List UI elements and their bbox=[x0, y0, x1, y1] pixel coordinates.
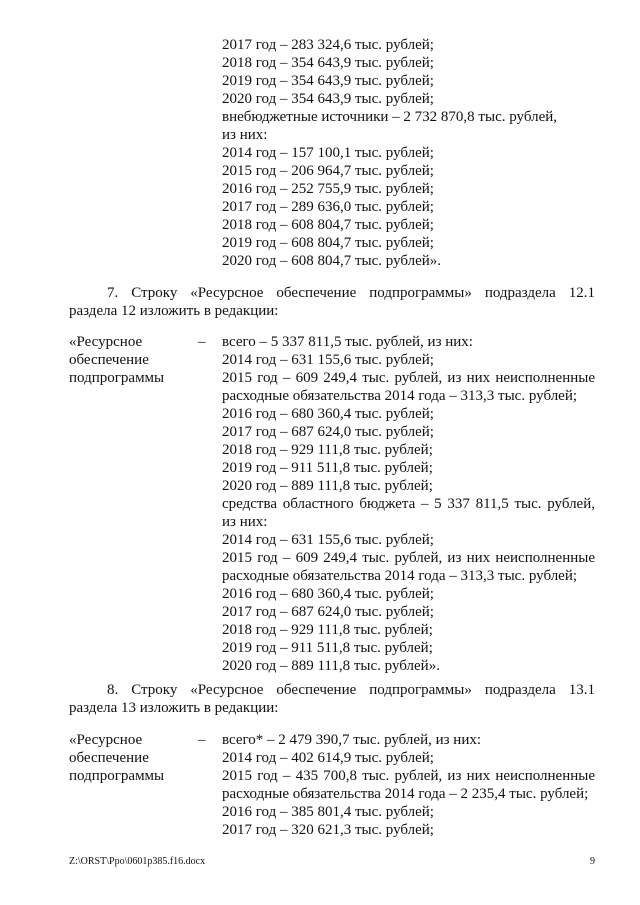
section-8-row-label bbox=[69, 731, 164, 785]
funding-line: 2017 год – 289 636,0 тыс. рублей; bbox=[222, 199, 434, 215]
row-label-line: подпрограммы bbox=[69, 768, 165, 784]
funding-line: 2020 год – 608 804,7 тыс. рублей». bbox=[222, 253, 442, 269]
funding-line: всего – 5 337 811,5 тыс. рублей, из них: bbox=[222, 334, 473, 350]
funding-line: 2018 год – 929 111,8 тыс. рублей; bbox=[222, 622, 433, 638]
funding-line: 2019 год – 911 511,8 тыс. рублей; bbox=[222, 640, 433, 656]
funding-line: 2017 год – 320 621,3 тыс. рублей; bbox=[222, 822, 434, 838]
row-label-line: подпрограммы bbox=[69, 370, 165, 386]
funding-line: 2015 год – 206 964,7 тыс. рублей; bbox=[222, 163, 434, 179]
funding-line: 2019 год – 911 511,8 тыс. рублей; bbox=[222, 460, 433, 476]
funding-line: из них: bbox=[222, 127, 268, 143]
funding-line: внебюджетные источники – 2 732 870,8 тыс. рублей, bbox=[222, 109, 558, 125]
funding-line: расходные обязательства 2014 года – 313,3 тыс. рублей; bbox=[222, 568, 578, 584]
funding-line: 2016 год – 385 801,4 тыс. рублей; bbox=[222, 804, 434, 820]
section-8-funding-list bbox=[222, 731, 595, 839]
funding-line: всего* – 2 479 390,7 тыс. рублей, из них: bbox=[222, 732, 482, 748]
funding-line: 2016 год – 252 755,9 тыс. рублей; bbox=[222, 181, 434, 197]
paragraph-8-line-1: 8. Строку «Ресурсное обеспечение подпрограммы» подраздела 13.1 bbox=[107, 682, 595, 698]
row-label-line: обеспечение bbox=[69, 750, 149, 766]
funding-line: 2018 год – 354 643,9 тыс. рублей; bbox=[222, 55, 434, 71]
funding-line: 2020 год – 889 111,8 тыс. рублей». bbox=[222, 658, 440, 674]
funding-line: 2014 год – 402 614,9 тыс. рублей; bbox=[222, 750, 434, 766]
funding-line: 2015 год – 609 249,4 тыс. рублей, из них неисполненные bbox=[222, 370, 595, 386]
section-7-dash: – bbox=[198, 334, 206, 350]
funding-line: 2016 год – 680 360,4 тыс. рублей; bbox=[222, 586, 434, 602]
funding-line: 2018 год – 608 804,7 тыс. рублей; bbox=[222, 217, 434, 233]
paragraph-7-line-2: раздела 12 изложить в редакции: bbox=[69, 303, 279, 319]
funding-line: 2014 год – 631 155,6 тыс. рублей; bbox=[222, 532, 434, 548]
funding-line: 2014 год – 631 155,6 тыс. рублей; bbox=[222, 352, 434, 368]
funding-line: из них: bbox=[222, 514, 268, 530]
funding-line: 2015 год – 609 249,4 тыс. рублей, из них неисполненные bbox=[222, 550, 595, 566]
paragraph-7 bbox=[69, 284, 595, 320]
funding-line: 2016 год – 680 360,4 тыс. рублей; bbox=[222, 406, 434, 422]
funding-line: 2019 год – 354 643,9 тыс. рублей; bbox=[222, 73, 434, 89]
paragraph-8 bbox=[69, 681, 595, 717]
funding-line: 2017 год – 283 324,6 тыс. рублей; bbox=[222, 37, 434, 53]
funding-line: 2018 год – 929 111,8 тыс. рублей; bbox=[222, 442, 433, 458]
section-8-dash: – bbox=[198, 732, 206, 748]
section-7-row-label bbox=[69, 333, 164, 387]
row-label-line: «Ресурсное bbox=[69, 732, 143, 748]
paragraph-7-line-1: 7. Строку «Ресурсное обеспечение подпрограммы» подраздела 12.1 bbox=[107, 285, 595, 301]
funding-line: 2015 год – 435 700,8 тыс. рублей, из них неисполненные bbox=[222, 768, 595, 784]
row-label-line: обеспечение bbox=[69, 352, 149, 368]
funding-line: 2020 год – 354 643,9 тыс. рублей; bbox=[222, 91, 434, 107]
footer-page-number: 9 bbox=[590, 856, 595, 867]
footer-file-path: Z:\ORST\Ppo\0601p385.f16.docx bbox=[69, 856, 206, 867]
funding-line: 2014 год – 157 100,1 тыс. рублей; bbox=[222, 145, 434, 161]
funding-line: расходные обязательства 2014 года – 2 235,4 тыс. рублей; bbox=[222, 786, 589, 802]
funding-line: 2017 год – 687 624,0 тыс. рублей; bbox=[222, 604, 434, 620]
funding-continuation-list bbox=[222, 36, 557, 270]
row-label-line: «Ресурсное bbox=[69, 334, 143, 350]
funding-line: 2020 год – 889 111,8 тыс. рублей; bbox=[222, 478, 433, 494]
paragraph-8-line-2: раздела 13 изложить в редакции: bbox=[69, 700, 279, 716]
funding-line: средства областного бюджета – 5 337 811,5 тыс. рублей, bbox=[222, 496, 595, 512]
funding-line: 2017 год – 687 624,0 тыс. рублей; bbox=[222, 424, 434, 440]
funding-line: расходные обязательства 2014 года – 313,3 тыс. рублей; bbox=[222, 388, 578, 404]
section-7-funding-list bbox=[222, 333, 595, 675]
funding-line: 2019 год – 608 804,7 тыс. рублей; bbox=[222, 235, 434, 251]
